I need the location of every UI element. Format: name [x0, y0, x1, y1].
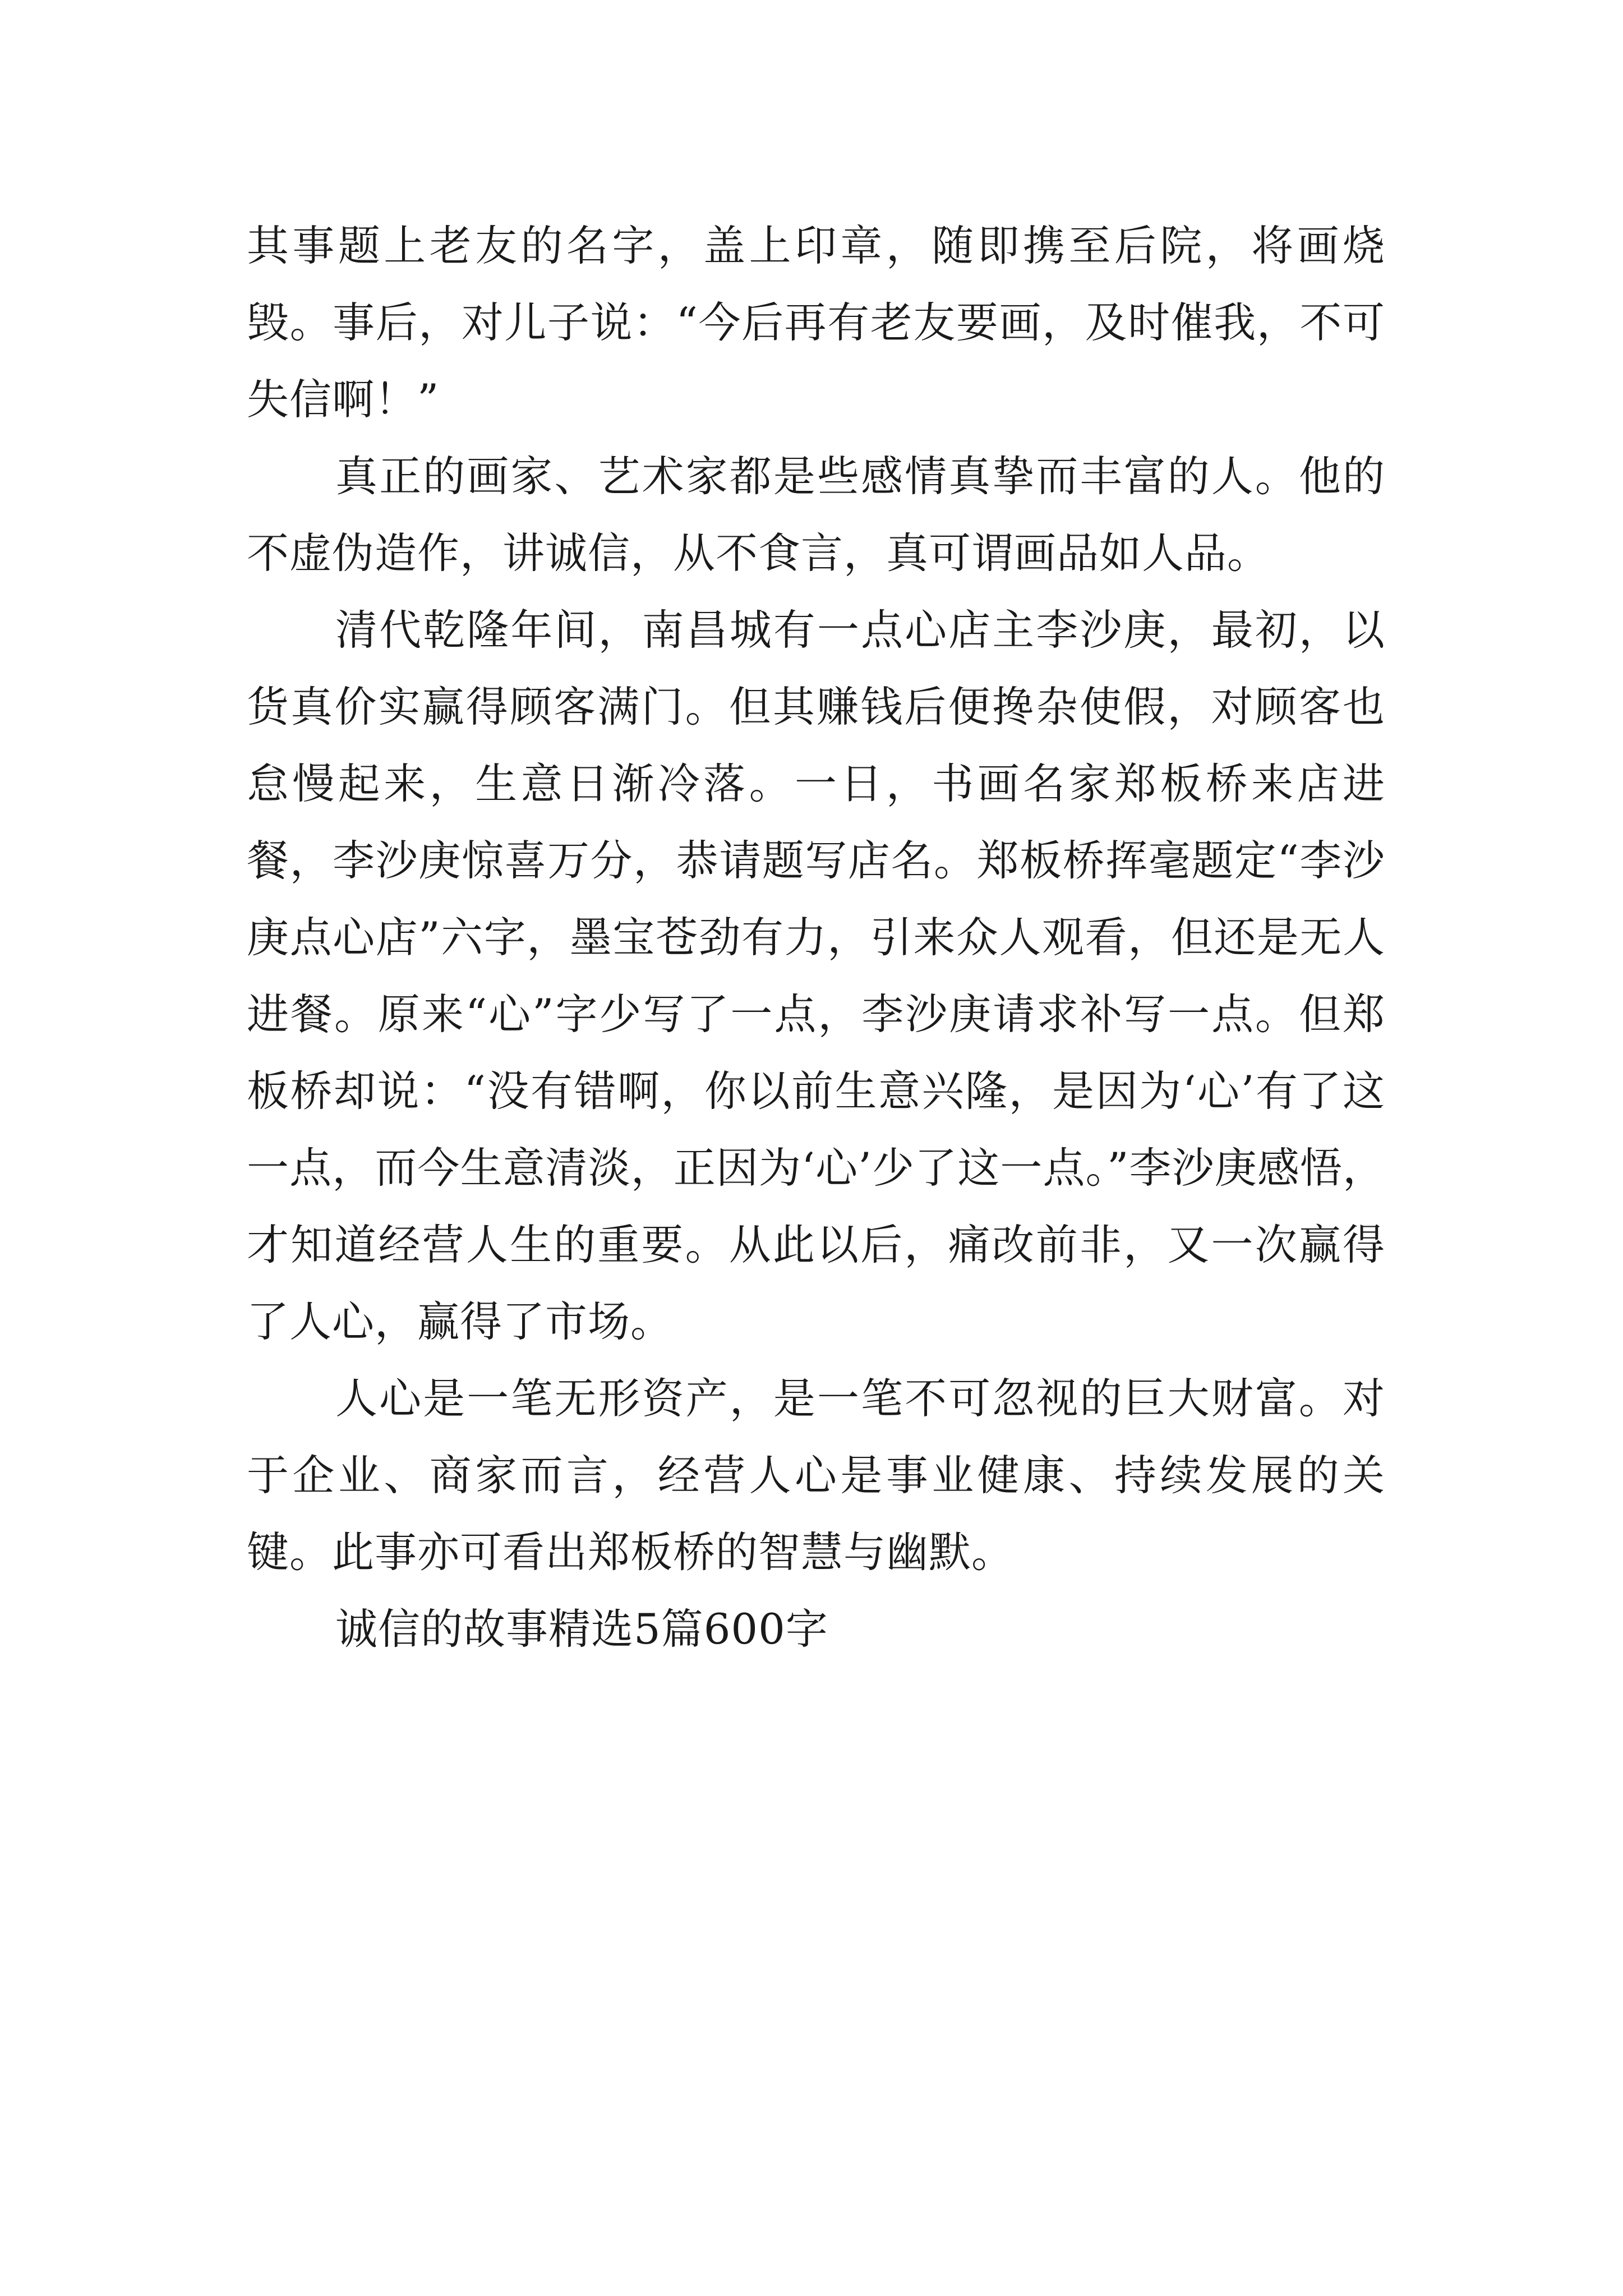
- section-heading: 诚信的故事精选5篇600字: [335, 1604, 828, 1654]
- paragraph-business-lesson: 人心是一笔无形资产，是一笔不可忽视的巨大财富。对于企业、商家而言，经营人心是事业健康、持续发展的关键。此事亦可看出郑板桥的智慧与幽默。: [247, 1374, 1385, 1577]
- paragraph-zheng-banqiao-story: 清代乾隆年间，南昌城有一点心店主李沙庚，最初，以货真价实赢得顾客满门。但其赚钱后便搀杂使假，对顾客也怠慢起来，生意日渐冷落。一日，书画名家郑板桥来店进餐，李沙庚惊喜万分，恭请题写店名。郑板桥挥毫题定“李沙庚点心店”六字，墨宝苍劲有力，引来众人观看，但还是无人进餐。原来“心”字少写了一点，李沙庚请求补写一点。但郑板桥却说：“没有错啊，你以前生意兴隆，是因为‘心’有了这一点，而今生意清淡，正因为‘心’少了这一点。”李沙庚感悟，才知道经营人生的重要。从此以后，痛改前非，又一次赢得了人心，赢得了市场。: [247, 605, 1385, 1346]
- paragraph-artist-integrity: 真正的画家、艺术家都是些感情真挚而丰富的人。他的不虚伪造作，讲诚信，从不食言，真可谓画品如人品。: [247, 452, 1385, 578]
- paragraph-continuation: 其事题上老友的名字，盖上印章，随即携至后院，将画烧毁。事后，对儿子说：“今后再有老友要画，及时催我，不可失信啊！”: [247, 221, 1385, 424]
- document-body: [247, 208, 1385, 1668]
